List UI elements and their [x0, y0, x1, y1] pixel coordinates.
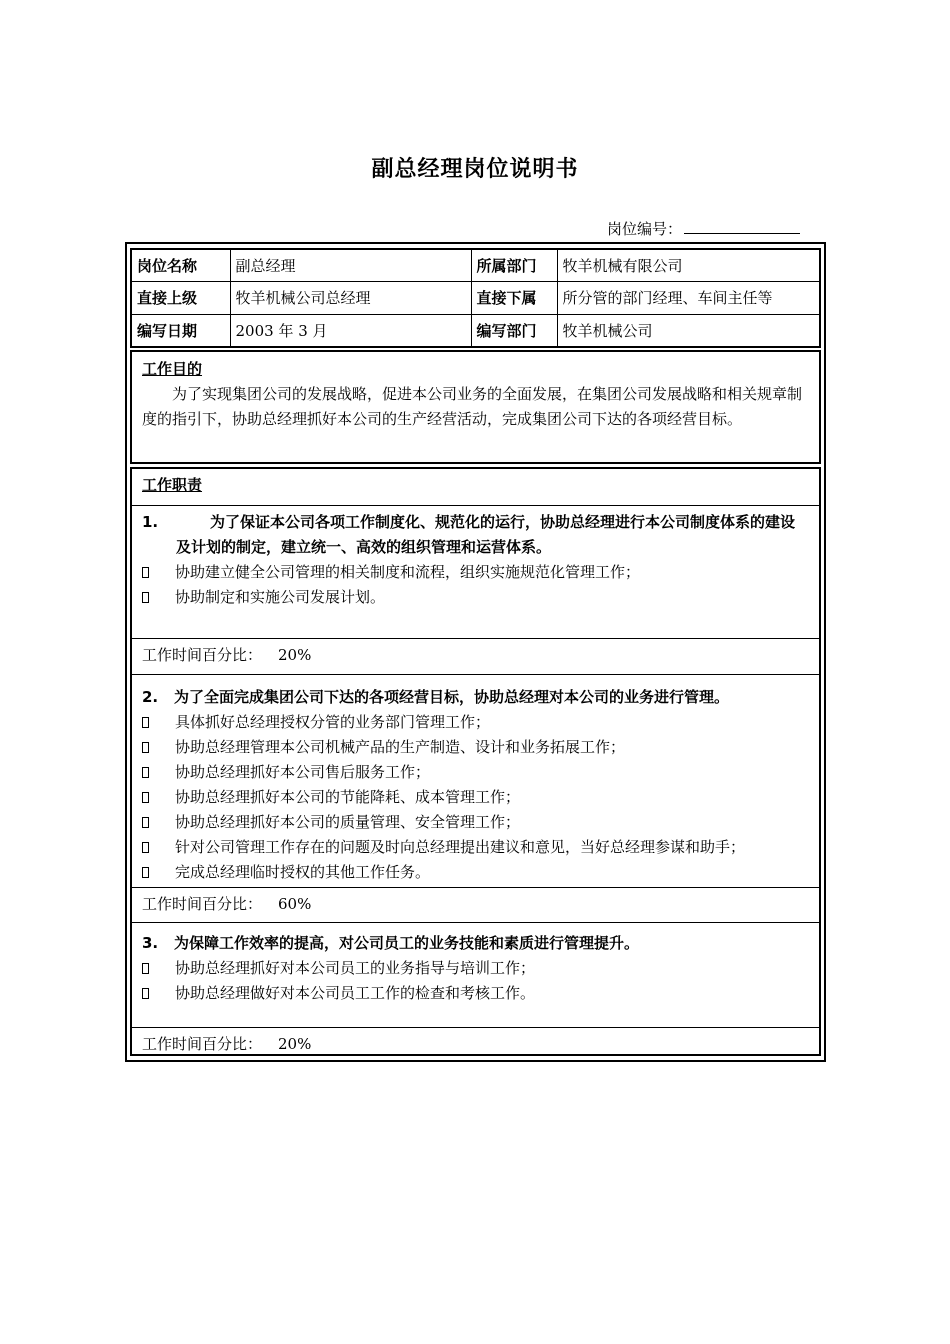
- basic-info-table: [130, 248, 821, 348]
- info-row: [132, 250, 819, 282]
- duty-heading: [142, 510, 809, 560]
- list-item-text: 具体抓好总经理授权分管的业务部门管理工作；: [175, 713, 491, 731]
- job-description-form: [125, 242, 826, 1062]
- info-row: [132, 314, 819, 346]
- list-item-text: 协助总经理做好对本公司员工工作的检查和考核工作。: [175, 984, 536, 1002]
- bullet-icon: [142, 785, 175, 810]
- list-item-text: 协助总经理抓好本公司售后服务工作；: [175, 763, 431, 781]
- pct-value: 20%: [278, 1035, 312, 1053]
- bullet-icon: [142, 560, 175, 585]
- work-purpose-text: 为了实现集团公司的发展战略，促进本公司业务的全面发展，在集团公司发展战略和相关规章制度的指引下，协助总经理抓好本公司的生产经营活动，完成集团公司下达的各项经营目标。: [142, 385, 803, 428]
- info-value: 牧羊机械公司: [557, 314, 819, 346]
- list-item: [142, 835, 809, 860]
- list-item: [142, 956, 809, 981]
- work-duties-title: 工作职责: [142, 476, 203, 494]
- list-item: [142, 810, 809, 835]
- list-item: [142, 981, 809, 1006]
- bullet-icon: [142, 585, 175, 610]
- bullet-icon: [142, 956, 175, 981]
- info-value: 牧羊机械公司总经理: [230, 282, 471, 314]
- info-label: 直接上级: [132, 282, 230, 314]
- duty-number: 2.: [142, 688, 159, 706]
- list-item: [142, 585, 809, 610]
- bullet-icon: [142, 981, 175, 1006]
- list-item: [142, 785, 809, 810]
- duty-heading: [142, 931, 809, 956]
- list-item-text: 完成总经理临时授权的其他工作任务。: [175, 863, 431, 881]
- document-title: 副总经理岗位说明书: [371, 157, 579, 182]
- work-purpose-title: 工作目的: [142, 360, 203, 378]
- pct-label: 工作时间百分比：: [142, 895, 263, 913]
- info-label: 编写部门: [471, 314, 557, 346]
- list-item: [142, 735, 809, 760]
- work-duties-section: [130, 467, 821, 1056]
- duty-heading-text: 为了全面完成集团公司下达的各项经营目标，协助总经理对本公司的业务进行管理。: [174, 688, 730, 706]
- info-label: 编写日期: [132, 314, 230, 346]
- pct-value: 60%: [278, 895, 312, 913]
- post-code-field: [607, 218, 800, 239]
- info-label: 所属部门: [471, 250, 557, 282]
- list-item-text: 协助总经理抓好对本公司员工的业务指导与培训工作；: [175, 959, 536, 977]
- info-label: 直接下属: [471, 282, 557, 314]
- pct-label: 工作时间百分比：: [142, 1035, 263, 1053]
- duty-time-percentage: [132, 1027, 819, 1061]
- duty-heading-text: 为保障工作效率的提高，对公司员工的业务技能和素质进行管理提升。: [174, 934, 640, 952]
- pct-label: 工作时间百分比：: [142, 646, 263, 664]
- duty-heading: [142, 685, 809, 710]
- duty-block-3: [132, 922, 819, 1006]
- post-code-blank[interactable]: [684, 220, 800, 234]
- list-item-text: 协助总经理抓好本公司的节能降耗、成本管理工作；: [175, 788, 521, 806]
- info-row: [132, 282, 819, 314]
- duty-block-2: [132, 674, 819, 885]
- bullet-icon: [142, 735, 175, 760]
- list-item-text: 协助总经理管理本公司机械产品的生产制造、设计和业务拓展工作；: [175, 738, 626, 756]
- bullet-icon: [142, 710, 175, 735]
- list-item: [142, 860, 809, 885]
- list-item-text: 针对公司管理工作存在的问题及时向总经理提出建议和意见，当好总经理参谋和助手；: [175, 838, 746, 856]
- info-value: 副总经理: [230, 250, 471, 282]
- duty-block-1: [132, 505, 819, 610]
- list-item-text: 协助总经理抓好本公司的质量管理、安全管理工作；: [175, 813, 521, 831]
- list-item: [142, 560, 809, 585]
- duty-time-percentage: [132, 638, 819, 672]
- pct-value: 20%: [278, 646, 312, 664]
- duty-number: 1.: [142, 513, 159, 531]
- list-item: [142, 760, 809, 785]
- info-value: 2003 年 3 月: [230, 314, 471, 346]
- duty-heading-text: 为了保证本公司各项工作制度化、规范化的运行，协助总经理进行本公司制度体系的建设及计划的制定，建立统一、高效的组织管理和运营体系。: [176, 513, 796, 556]
- list-item-text: 协助建立健全公司管理的相关制度和流程，组织实施规范化管理工作；: [175, 563, 641, 581]
- list-item-text: 协助制定和实施公司发展计划。: [175, 588, 386, 606]
- bullet-icon: [142, 760, 175, 785]
- duty-time-percentage: [132, 887, 819, 921]
- bullet-icon: [142, 835, 175, 860]
- bullet-icon: [142, 810, 175, 835]
- bullet-icon: [142, 860, 175, 885]
- list-item: [142, 710, 809, 735]
- duty-number: 3.: [142, 934, 159, 952]
- info-value: 牧羊机械有限公司: [557, 250, 819, 282]
- work-duties-title-row: [132, 473, 819, 498]
- info-label: 岗位名称: [132, 250, 230, 282]
- info-value: 所分管的部门经理、车间主任等: [557, 282, 819, 314]
- work-purpose-section: [130, 350, 821, 464]
- post-code-label: 岗位编号：: [607, 220, 683, 238]
